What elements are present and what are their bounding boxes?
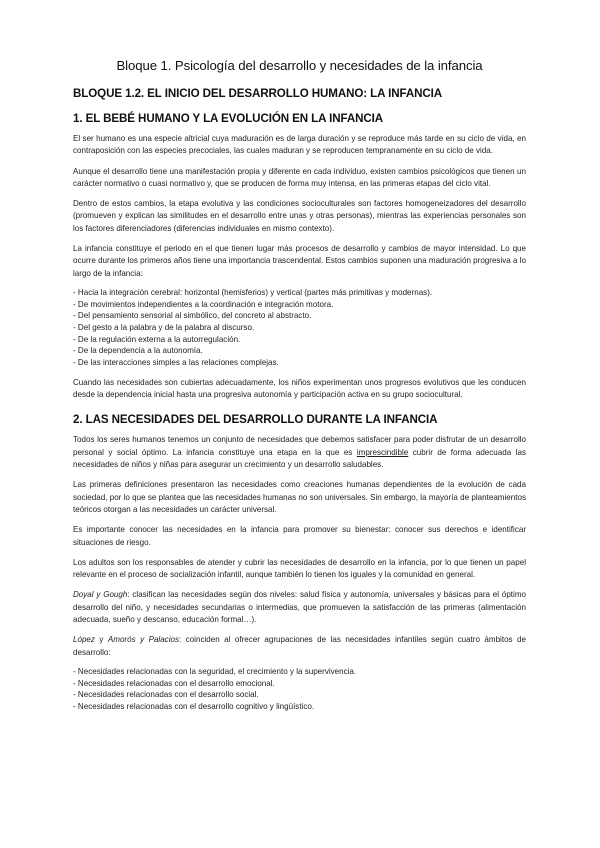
paragraph — [73, 589, 526, 626]
list-item: - Necesidades relacionadas con el desarrollo emocional. — [73, 678, 275, 688]
paragraph: Las primeras definiciones presentaron las necesidades como creaciones humanas dependientes de la evolución de cada sociedad, por lo que se plantea que las necesidades humanas no son universales. Sin embargo, la mayoría de planteamientos teóricos otorgan a las necesidades un carácter universal. — [73, 480, 526, 514]
paragraph-text: : clasifican las necesidades según dos niveles: salud física y autonomía, universales y básicas para el óptimo desarrollo del niño, y necesidades secundarias o intermedias, que promueven la satisfacción de las primeras (alimentación adecuada, sueño y descanso, educación formal…). — [73, 590, 526, 625]
list-item: - Del pensamiento sensorial al simbólico, del concreto al abstracto. — [73, 311, 312, 321]
author-names: Doyal y Gough — [73, 590, 128, 600]
list-item: - Del gesto a la palabra y de la palabra al discurso. — [73, 323, 255, 333]
paragraph: Aunque el desarrollo tiene una manifestación propia y diferente en cada individuo, existen cambios psicológicos que tienen un carácter normativo o cuasi normativo y, que se producen de forma muy intensa, en las primeras etapas del ciclo vital. — [73, 166, 526, 188]
author-names: López — [73, 635, 95, 645]
development-changes-list — [73, 287, 526, 369]
list-item: - Hacia la integración cerebral: horizontal (hemisferios) y vertical (partes más primitivas y modernas). — [73, 287, 433, 297]
list-item: - De movimientos independientes a la coordinación e integración motora. — [73, 299, 334, 309]
paragraph: La infancia constituye el periodo en el que tienen lugar más procesos de desarrollo y cambios de mayor intensidad. Lo que ocurre durante los primeros años tiene una importancia trascendental. Estos cambios suponen una maduración progresiva a lo largo de la infancia: — [73, 244, 526, 278]
section-heading: 1. EL BEBÉ HUMANO Y LA EVOLUCIÓN EN LA INFANCIA — [73, 112, 384, 125]
document-page — [73, 52, 526, 713]
paragraph — [73, 434, 526, 471]
underlined-word: imprescindible — [356, 447, 409, 457]
paragraph-text: : coinciden al ofrecer agrupaciones de las necesidades infantiles según cuatro ámbitos de desarrollo: — [73, 635, 526, 657]
block-heading: BLOQUE 1.2. EL INICIO DEL DESARROLLO HUMANO: LA INFANCIA — [73, 87, 443, 100]
needs-list — [73, 666, 526, 713]
section-1 — [73, 112, 526, 401]
paragraph: Dentro de estos cambios, la etapa evolutiva y las condiciones socioculturales son factores homogeneizadores del desarrollo (promueven y explican las similitudes en el desarrollo entre unas y otras personas), mientras las experiencias personales son los factores diferenciadores (diferencias individuales en mismo contexto). — [73, 199, 526, 233]
list-item: - De las interacciones simples a las relaciones complejas. — [73, 358, 279, 368]
paragraph-text: Todos los seres humanos tenemos un conjunto de necesidades que debemos satisfacer para poder disfrutar de un desarrollo personal y social óptimo. La infancia constituye una etapa en la que es — [73, 435, 526, 457]
section-2 — [73, 413, 526, 712]
list-item: - Necesidades relacionadas con la seguridad, el crecimiento y la supervivencia. — [73, 666, 357, 676]
paragraph — [73, 634, 526, 659]
document-title: Bloque 1. Psicología del desarrollo y necesidades de la infancia — [116, 58, 483, 73]
paragraph-text: cubrir de forma adecuada las necesidades de niños y niñas para asegurar un crecimiento y un desarrollo saludables. — [73, 447, 526, 470]
list-item: - Necesidades relacionadas con el desarrollo social. — [73, 690, 259, 700]
section-heading: 2. LAS NECESIDADES DEL DESARROLLO DURANTE LA INFANCIA — [73, 413, 438, 427]
list-item: - De la regulación externa a la autorregulación. — [73, 334, 241, 344]
list-item: - Necesidades relacionadas con el desarrollo cognitivo y lingüístico. — [73, 702, 315, 712]
list-item: - De la dependencia a la autonomía. — [73, 346, 203, 356]
author-names: Amorós y Palacios — [107, 635, 179, 645]
paragraph: Los adultos son los responsables de atender y cubrir las necesidades de desarrollo en la infancia, por lo que tienen un papel relevante en el proceso de socialización infantil, aunque también lo tienen los iguales y la comunidad en general. — [73, 557, 526, 580]
paragraph-text: y — [94, 635, 108, 645]
paragraph: El ser humano es una especie altricial cuya maduración es de larga duración y se reproduce más tarde en su ciclo de vida, en contraposición con las especies precociales, las cuales maduran y se reproducen tempranamente en su ciclo de vida. — [73, 134, 526, 156]
paragraph: Es importante conocer las necesidades en la infancia para promover su bienestar: conocer sus derechos e identificar situaciones de riesgo. — [73, 525, 526, 547]
paragraph: Cuando las necesidades son cubiertas adecuadamente, los niños experimentan unos progresos evolutivos que les conducen desde la dependencia inicial hasta una progresiva autonomía y participación activa en su grupo sociocultural. — [73, 377, 526, 400]
